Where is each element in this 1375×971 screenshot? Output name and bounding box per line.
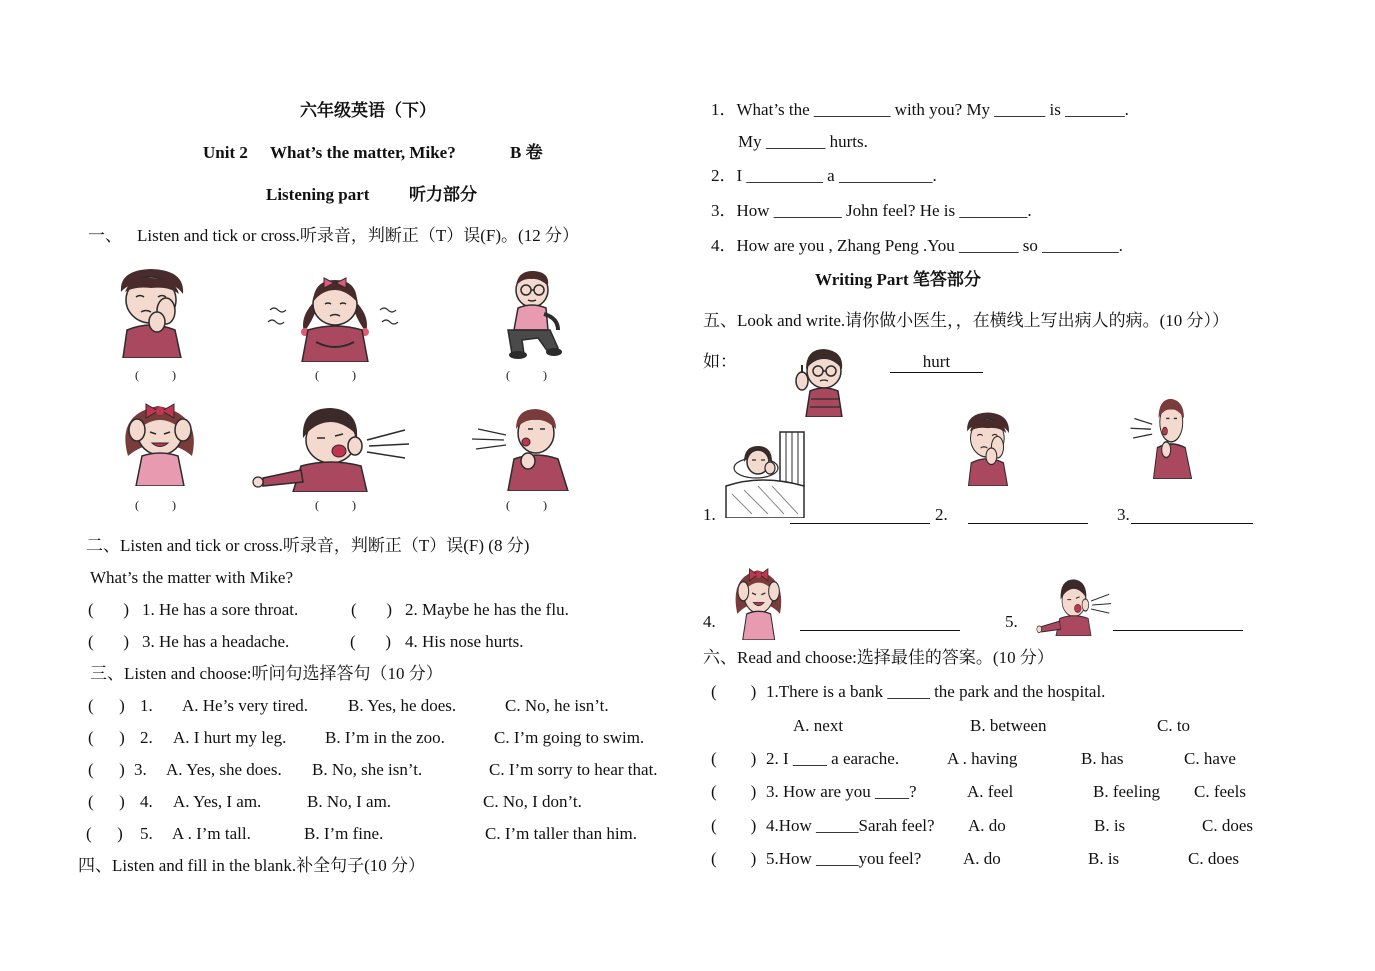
section-1-number: 一、 [88, 226, 122, 245]
section-2-heading: 二、Listen and tick or cross.听录音，判断正（T）误(F) (8 分) [86, 536, 530, 555]
s5-answer-line-3 [1131, 523, 1253, 524]
man-coughing-picture [468, 405, 578, 491]
paper-version: B 卷 [510, 143, 543, 162]
s3-item-3-option-a: A. Yes, she does. [166, 760, 282, 779]
unit-number: Unit 2 [203, 143, 248, 162]
s3-item-1-paren: ( ) [88, 696, 125, 715]
s3-item-2-option-a: A. I hurt my leg. [173, 728, 287, 747]
s5-answer-line-2 [968, 523, 1088, 524]
s4-item-1: 1．What’s the _________ with you? My ______ is _______. [711, 100, 1129, 119]
writing-part-title: Writing Part 笔答部分 [815, 270, 981, 289]
s6-item-4-option-c: C. does [1202, 816, 1253, 835]
s2-item-4-paren: ( ) [350, 632, 392, 651]
s5-label-4: 4. [703, 612, 716, 631]
s4-item-4: 4．How are you , Zhang Peng .You _______ so _________. [711, 236, 1123, 255]
s3-item-3-option-c: C. I’m sorry to hear that. [489, 760, 658, 779]
s3-item-3-num: 3. [134, 760, 147, 779]
s3-item-2-option-c: C. I’m going to swim. [494, 728, 645, 747]
s4-item-1-line-2: My _______ hurts. [738, 132, 868, 151]
picture-4-answer: ( ) [135, 498, 176, 512]
s6-item-3-option-c: C. feels [1194, 782, 1246, 801]
picture-1-answer: ( ) [135, 368, 176, 382]
section-3-heading: 三、Listen and choose:听问句选择答句（10 分） [90, 664, 443, 683]
s5-label-3: 3. [1117, 505, 1130, 524]
s3-item-1-option-a: A. He’s very tired. [182, 696, 309, 715]
s6-item-4-question: 4.How _____Sarah feel? [766, 816, 935, 835]
s3-item-5-option-c: C. I’m taller than him. [485, 824, 638, 843]
s2-item-4-text: 4. His nose hurts. [405, 632, 524, 651]
s3-item-4-option-b: B. No, I am. [307, 792, 392, 811]
s6-item-4-option-a: A. do [968, 816, 1006, 835]
s6-item-2-paren: ( ) [711, 749, 757, 768]
boy-hurt-leg-picture [478, 268, 570, 360]
s3-item-2-option-b: B. I’m in the zoo. [325, 728, 445, 747]
part-title-cn: 听力部分 [409, 185, 477, 204]
s3-item-5-num: 5. [140, 824, 153, 843]
s5-label-5: 5. [1005, 612, 1018, 631]
s3-item-4-option-a: A. Yes, I am. [173, 792, 262, 811]
girl-headache-picture-small [724, 560, 792, 640]
section-2-question: What’s the matter with Mike? [90, 568, 293, 587]
girl-sneezing-picture [245, 400, 413, 492]
s6-item-1-option-a: A. next [793, 716, 844, 735]
s3-item-5-option-b: B. I’m fine. [304, 824, 384, 843]
boy-toothache-picture-small [955, 410, 1017, 486]
s3-item-3-paren: ( ) [88, 760, 125, 779]
girl-headache-picture [108, 394, 210, 486]
part-title-en: Listening part [266, 185, 370, 204]
s5-answer-line-1 [790, 523, 930, 524]
unit-title: What’s the matter, Mike? [270, 143, 456, 162]
girl-sneezing-picture-small [1033, 574, 1113, 636]
section-4-heading: 四、Listen and fill in the blank.补全句子(10 分） [78, 856, 426, 875]
s3-item-4-option-c: C. No, I don’t. [483, 792, 582, 811]
s2-item-1-text: 1. He has a sore throat. [142, 600, 299, 619]
s6-item-5-question: 5.How _____you feel? [766, 849, 922, 868]
s6-item-2-option-c: C. have [1184, 749, 1236, 768]
s3-item-5-option-a: A . I’m tall. [172, 824, 251, 843]
s3-item-1-num: 1. [140, 696, 153, 715]
s3-item-1-option-b: B. Yes, he does. [348, 696, 457, 715]
s3-item-1-option-c: C. No, he isn’t. [505, 696, 609, 715]
s6-item-2-question: 2. I ____ a earache. [766, 749, 900, 768]
s6-item-2-option-a: A . having [947, 749, 1018, 768]
s6-item-5-paren: ( ) [711, 849, 757, 868]
s5-answer-line-5 [1113, 630, 1243, 631]
boy-toothache-picture [103, 266, 195, 358]
section-5-heading: 五、Look and write.请你做小医生，，在横线上写出病人的病。(10 分）） [703, 311, 1230, 330]
s6-item-4-option-b: B. is [1094, 816, 1126, 835]
s3-item-4-num: 4. [140, 792, 153, 811]
s6-item-1-question: 1.There is a bank _____ the park and the hospital. [766, 682, 1106, 701]
s6-item-5-option-a: A. do [963, 849, 1001, 868]
s6-item-3-question: 3. How are you ____? [766, 782, 917, 801]
picture-3-answer: ( ) [506, 368, 547, 382]
picture-5-answer: ( ) [315, 498, 356, 512]
boy-hurt-finger-picture [790, 345, 854, 417]
s6-item-3-option-a: A. feel [967, 782, 1014, 801]
s4-item-3: 3．How ________ John feel? He is ________. [711, 201, 1032, 220]
s2-item-1-paren: ( ) [88, 600, 130, 619]
s5-label-1: 1. [703, 505, 716, 524]
example-label: 如： [703, 352, 737, 371]
section-1-heading: Listen and tick or cross.听录音，判断正（T）误(F)。(12 分） [137, 226, 579, 245]
s4-item-2: 2．I _________ a ___________. [711, 166, 937, 185]
section-6-heading: 六、Read and choose:选择最佳的答案。(10 分） [703, 648, 1054, 667]
s2-item-2-paren: ( ) [351, 600, 393, 619]
s6-item-1-paren: ( ) [711, 682, 757, 701]
girl-shivering-picture [262, 270, 407, 362]
s3-item-5-paren: ( ) [86, 824, 123, 843]
s6-item-3-option-b: B. feeling [1093, 782, 1161, 801]
s2-item-3-text: 3. He has a headache. [142, 632, 290, 651]
s6-item-1-option-c: C. to [1157, 716, 1191, 735]
s3-item-2-num: 2. [140, 728, 153, 747]
s2-item-3-paren: ( ) [88, 632, 130, 651]
s3-item-2-paren: ( ) [88, 728, 125, 747]
picture-6-answer: ( ) [506, 498, 547, 512]
s6-item-2-option-b: B. has [1081, 749, 1124, 768]
man-coughing-picture-small [1128, 395, 1198, 479]
s2-item-2-text: 2. Maybe he has the flu. [405, 600, 569, 619]
s6-item-3-paren: ( ) [711, 782, 757, 801]
s6-item-1-option-b: B. between [970, 716, 1047, 735]
s6-item-5-option-c: C. does [1188, 849, 1239, 868]
s5-label-2: 2. [935, 505, 948, 524]
s6-item-5-option-b: B. is [1088, 849, 1120, 868]
s3-item-3-option-b: B. No, she isn’t. [312, 760, 423, 779]
s5-answer-line-4 [800, 630, 960, 631]
example-answer: hurt [890, 352, 983, 373]
picture-2-answer: ( ) [315, 368, 356, 382]
s6-item-4-paren: ( ) [711, 816, 757, 835]
page-title: 六年级英语（下） [300, 101, 436, 120]
s3-item-4-paren: ( ) [88, 792, 125, 811]
sick-in-bed-picture [722, 428, 807, 518]
